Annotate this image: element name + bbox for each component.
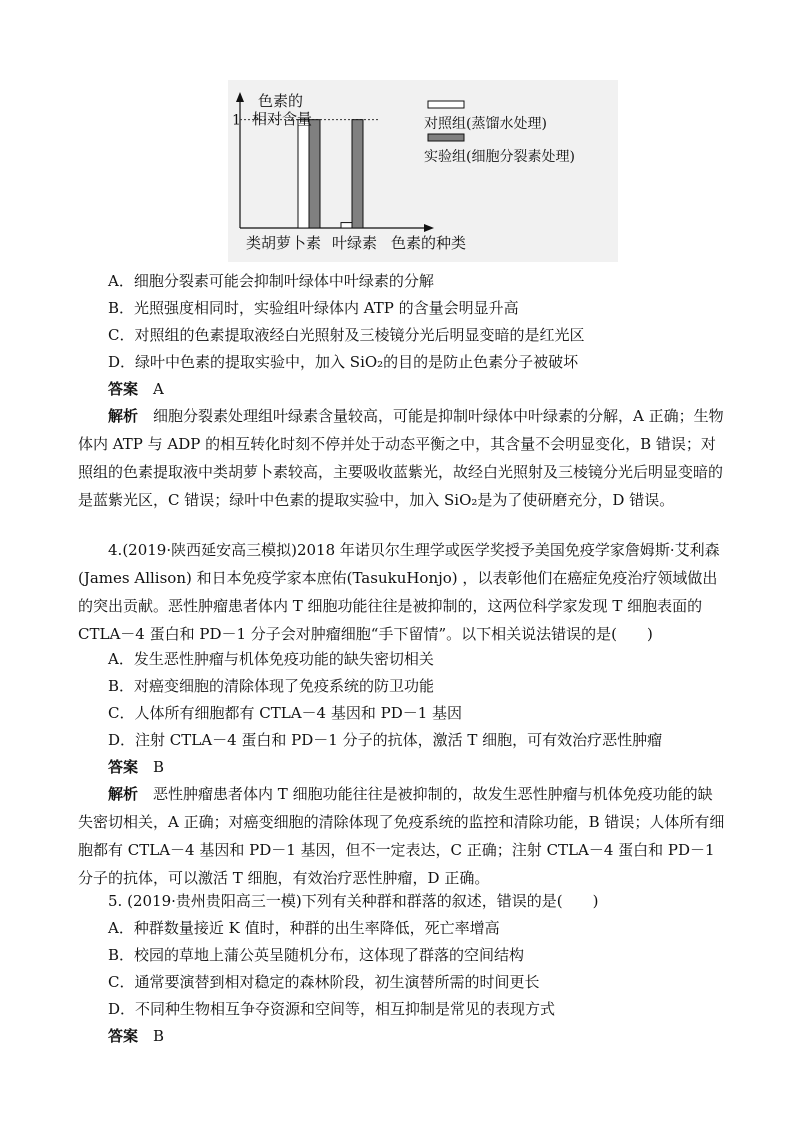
bar-experiment-1 bbox=[309, 120, 320, 228]
pigment-bar-chart bbox=[228, 80, 618, 262]
bars-group bbox=[298, 120, 363, 228]
q3-option-a: A．细胞分裂素可能会抑制叶绿体中叶绿素的分解 bbox=[108, 272, 434, 290]
q5-option-d: D．不同种生物相互争夺资源和空间等，相互抑制是常见的表现方式 bbox=[108, 1000, 556, 1018]
chart-svg bbox=[228, 80, 618, 262]
q3-option-b: B．光照强度相同时，实验组叶绿体内 ATP 的含量会明显升高 bbox=[108, 299, 519, 317]
q3-analysis-label: 解析 bbox=[108, 407, 139, 425]
q5-option-b: B．校园的草地上蒲公英呈随机分布，这体现了群落的空间结构 bbox=[108, 946, 525, 964]
q5-source: (2019·贵州贵阳高三一模) bbox=[127, 892, 302, 910]
q4-analysis bbox=[78, 780, 726, 892]
y-tick-label: 1 bbox=[232, 112, 241, 129]
q3-option-d: D．绿叶中色素的提取实验中，加入 SiO₂的目的是防止色素分子被破坏 bbox=[108, 353, 579, 371]
q3-answer bbox=[108, 378, 164, 400]
q4-analysis-text: 恶性肿瘤患者体内 T 细胞功能往往是被抑制的，故发生恶性肿瘤与机体免疫功能的缺失密切相关，A 正确；对癌变细胞的清除体现了免疫系统的监控和清除功能，B 错误；人体所有细胞都有 CTLA－4 基因和 PD－1 基因，但不一定表达，C 正确；注射 CTLA－4 蛋白和 PD－1 分子的抗体，可以激活 T 细胞，有效治疗恶性肿瘤，D 正确。 bbox=[78, 785, 725, 887]
q5-answer bbox=[108, 1025, 164, 1047]
q4-answer-value: B bbox=[153, 758, 165, 776]
q4-source: (2019·陕西延安高三模拟) bbox=[122, 541, 297, 559]
q3-answer-label: 答案 bbox=[108, 380, 139, 398]
q4-option-c: C．人体所有细胞都有 CTLA－4 基因和 PD－1 基因 bbox=[108, 704, 463, 722]
x-category-label-chlorophyll: 叶绿素 bbox=[332, 234, 378, 252]
q5-stem-text: 下列有关种群和群落的叙述，错误的是( ) bbox=[301, 892, 599, 910]
bar-experiment-2 bbox=[352, 120, 363, 228]
bar-control-2 bbox=[341, 223, 352, 228]
bar-control-1 bbox=[298, 120, 309, 228]
y-axis-arrow bbox=[236, 92, 244, 102]
q5-stem bbox=[108, 890, 598, 912]
legend-label-experiment: 实验组(细胞分裂素处理) bbox=[424, 149, 575, 165]
q3-analysis-text: 细胞分裂素处理组叶绿素含量较高，可能是抑制叶绿体中叶绿素的分解，A 正确；生物体内 ATP 与 ADP 的相互转化时刻不停并处于动态平衡之中，其含量不会明显变化，B 错误；对照组的色素提取液中类胡萝卜素较高，主要吸收蓝紫光，故经白光照射及三棱镜分光后明显变暗的是蓝紫光区，C 错误；绿叶中色素的提取实验中，加入 SiO₂是为了使研磨充分，D 错误。 bbox=[78, 407, 724, 509]
q4-answer-label: 答案 bbox=[108, 758, 139, 776]
legend-swatch-experiment bbox=[428, 134, 464, 141]
q4-stem-text: 2018 年诺贝尔生理学或医学奖授予美国免疫学家詹姆斯·艾利森(James Allison) 和日本免疫学家本庶佑(TasukuHonjo) ，以表彰他们在癌症免疫治疗领域做出的突出贡献。恶性肿瘤患者体内 T 细胞功能往往是被抑制的，这两位科学家发现 T 细胞表面的 CTLA－4 蛋白和 PD－1 分子会对肿瘤细胞“手下留情”。以下相关说法错误的是( ) bbox=[78, 541, 720, 643]
q3-option-c: C．对照组的色素提取液经白光照射及三棱镜分光后明显变暗的是红光区 bbox=[108, 326, 585, 344]
q5-number: 5. bbox=[108, 892, 123, 910]
legend-swatch-control bbox=[428, 101, 464, 108]
q5-answer-value: B bbox=[153, 1027, 165, 1045]
q4-stem bbox=[78, 536, 726, 648]
q4-number: 4. bbox=[108, 541, 123, 559]
y-axis-title-line2: 相对含量 bbox=[252, 110, 313, 128]
x-category-label-carotenoid: 类胡萝卜素 bbox=[246, 234, 322, 252]
q3-answer-value: A bbox=[153, 380, 164, 398]
x-axis-arrow bbox=[424, 224, 434, 232]
q5-answer-label: 答案 bbox=[108, 1027, 139, 1045]
q5-option-c: C．通常要演替到相对稳定的森林阶段，初生演替所需的时间更长 bbox=[108, 973, 540, 991]
legend-label-control: 对照组(蒸馏水处理) bbox=[424, 116, 547, 132]
q4-option-d: D．注射 CTLA－4 蛋白和 PD－1 分子的抗体，激活 T 细胞，可有效治疗恶性肿瘤 bbox=[108, 731, 663, 749]
q4-option-b: B．对癌变细胞的清除体现了免疫系统的防卫功能 bbox=[108, 677, 435, 695]
q4-option-a: A．发生恶性肿瘤与机体免疫功能的缺失密切相关 bbox=[108, 650, 434, 668]
q4-answer bbox=[108, 756, 164, 778]
q3-analysis bbox=[78, 402, 726, 514]
y-axis-title-line1: 色素的 bbox=[258, 92, 304, 110]
x-axis-title: 色素的种类 bbox=[391, 234, 467, 252]
q5-option-a: A．种群数量接近 K 值时，种群的出生率降低，死亡率增高 bbox=[108, 919, 500, 937]
q4-analysis-label: 解析 bbox=[108, 785, 139, 803]
